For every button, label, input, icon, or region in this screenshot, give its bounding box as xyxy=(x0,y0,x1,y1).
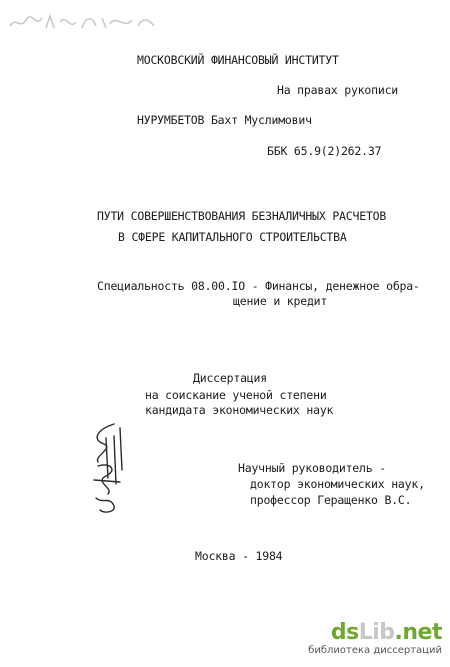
logo-part-net: .net xyxy=(394,620,442,645)
handwritten-signature xyxy=(84,418,130,518)
logo-part-lib: Lib xyxy=(358,620,395,645)
specialty-line-2: щение и кредит xyxy=(233,294,328,308)
logo-part-ds: ds xyxy=(330,620,359,645)
manuscript-note: На правах рукописи xyxy=(277,83,399,97)
watermark-caption: библиотека диссертаций xyxy=(308,645,442,656)
degree-line-2: кандидата экономических наук xyxy=(145,403,334,417)
faint-handwritten-stamp xyxy=(6,10,166,34)
classification-code: ББК 65.9(2)262.37 xyxy=(267,144,382,158)
institute-name: МОСКОВСКИЙ ФИНАНСОВЫЙ ИНСТИТУТ xyxy=(137,53,339,67)
dissertation-label: Диссертация xyxy=(193,371,267,385)
advisor-line-1: Научный руководитель - xyxy=(238,461,386,475)
title-line-2: В СФЕРЕ КАПИТАЛЬНОГО СТРОИТЕЛЬСТВА xyxy=(118,230,347,244)
advisor-line-3: профессор Геращенко В.С. xyxy=(250,493,412,507)
dslib-watermark xyxy=(308,620,442,661)
dslib-logo xyxy=(331,621,442,645)
author-name: НУРУМБЕТОВ Бахт Муслимович xyxy=(137,113,312,127)
title-line-1: ПУТИ СОВЕРШЕНСТВОВАНИЯ БЕЗНАЛИЧНЫХ РАСЧЕТОВ xyxy=(97,209,387,223)
specialty-line-1: Специальность 08.00.IO - Финансы, денежное обра- xyxy=(97,279,420,293)
advisor-line-2: доктор экономических наук, xyxy=(250,477,425,491)
city-year: Москва - 1984 xyxy=(195,549,283,563)
degree-line-1: на соискание ученой степени xyxy=(145,388,327,402)
